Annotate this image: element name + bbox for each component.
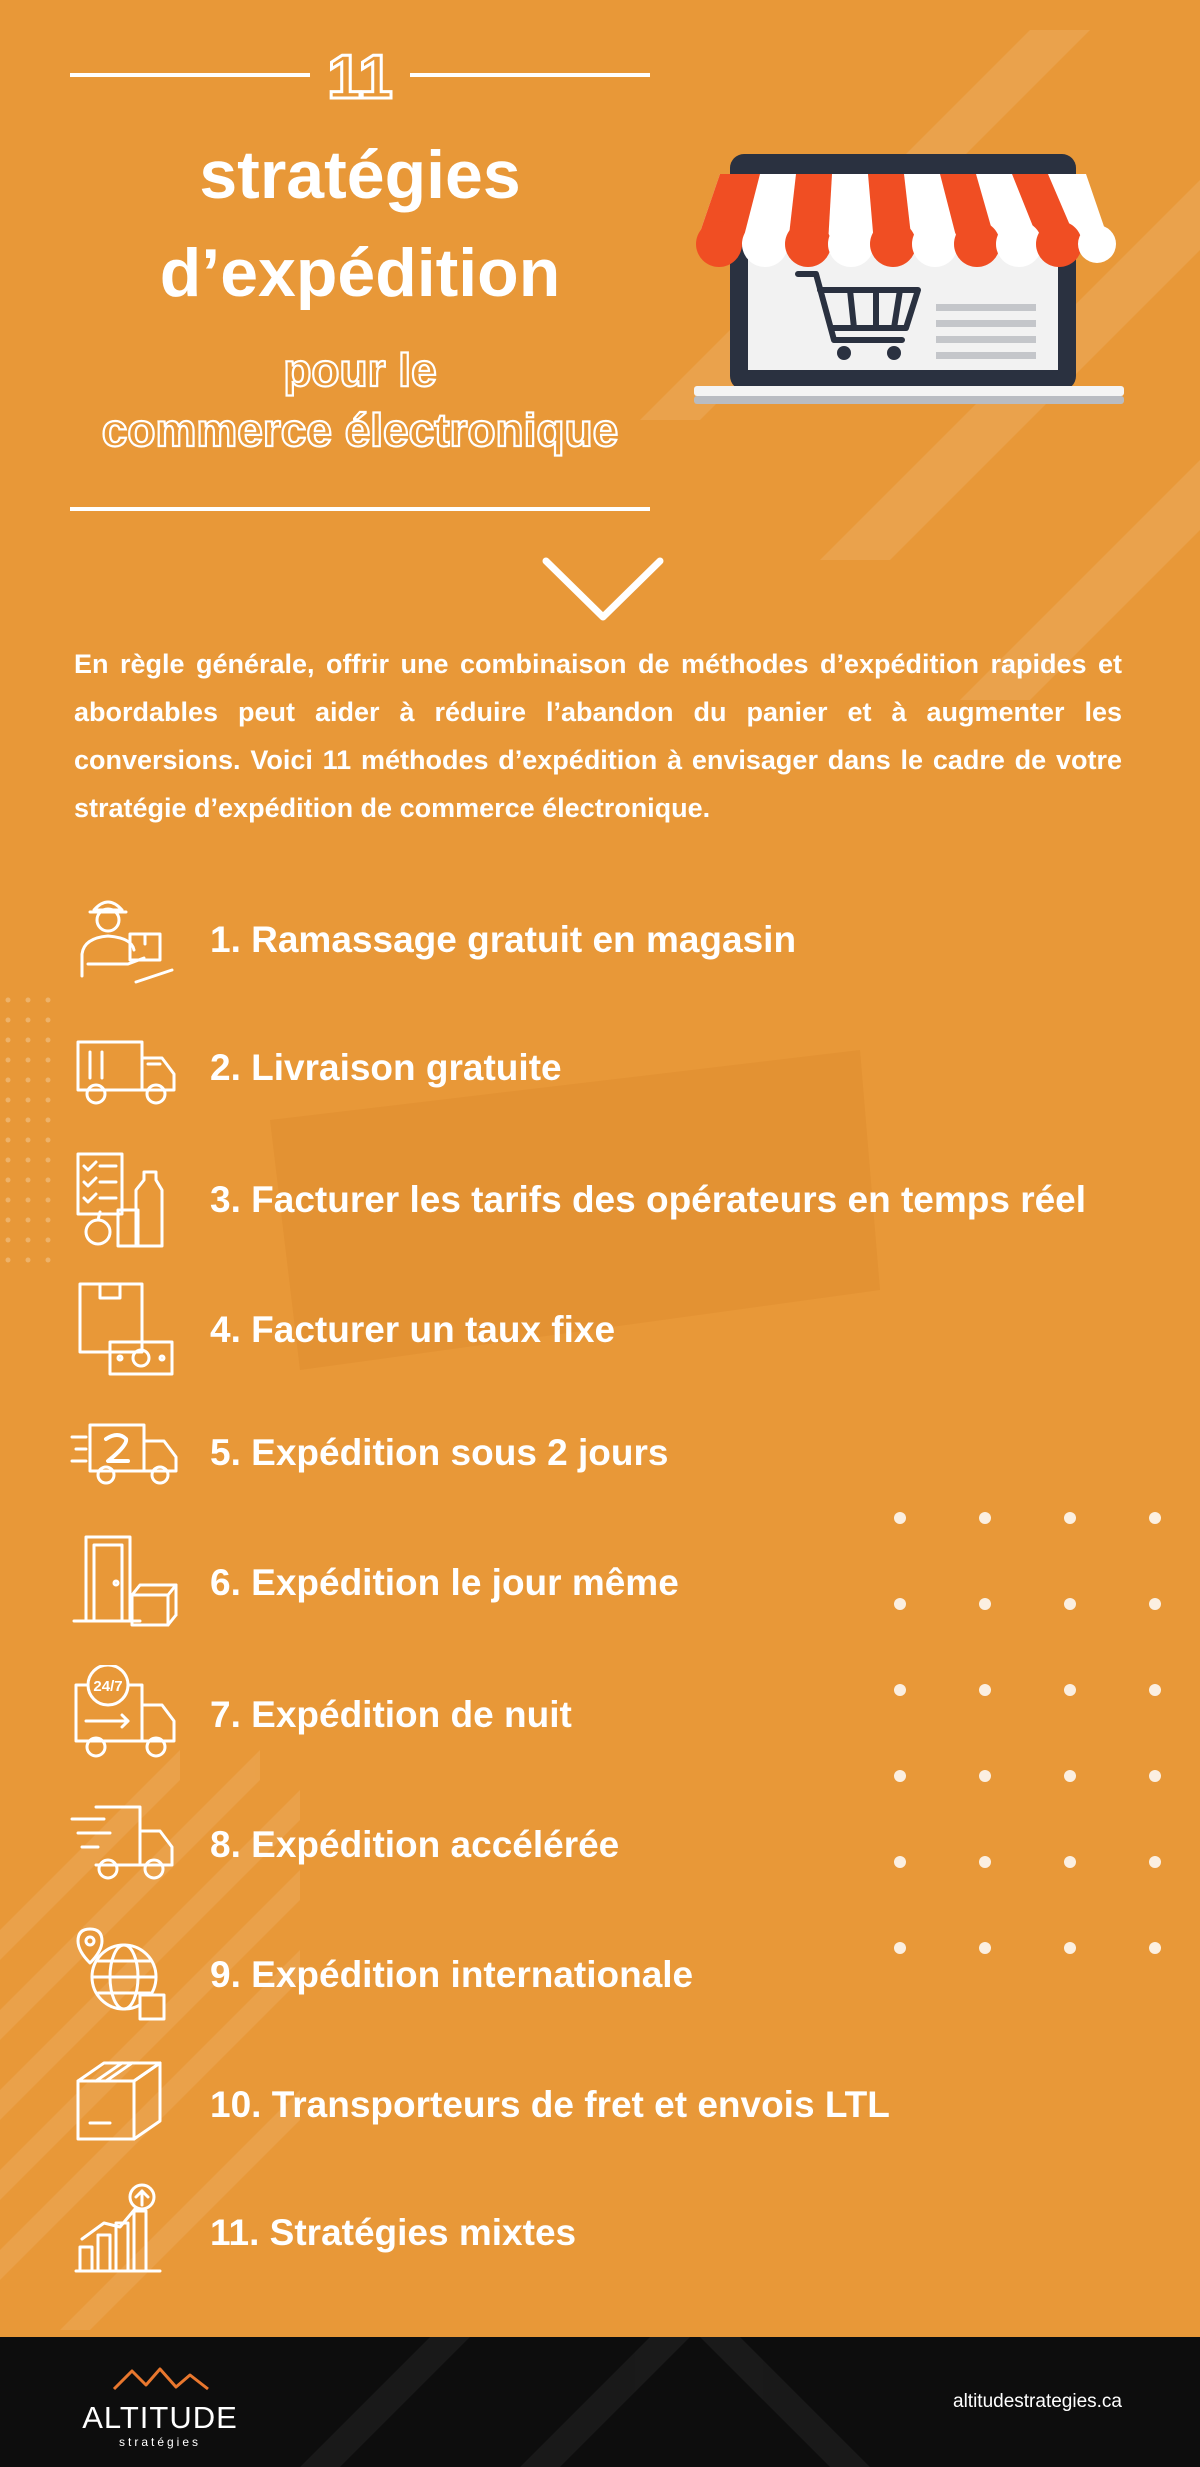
strategy-label: 7. Expédition de nuit — [210, 1694, 572, 1735]
strategy-label: 10. Transporteurs de fret et envois LTL — [210, 2084, 890, 2125]
svg-text:24/7: 24/7 — [93, 1678, 123, 1695]
strategy-item-3 — [0, 1145, 1200, 1255]
strategy-item-1 — [0, 885, 1200, 995]
strategy-label: 9. Expédition internationale — [210, 1954, 694, 1995]
bottom-rule — [70, 507, 650, 511]
globe-location-icon — [70, 1925, 180, 2025]
grocery-checklist-icon — [70, 1150, 180, 1250]
strategy-label: 3. Facturer les tarifs des opérateurs en temps réel — [210, 1179, 1087, 1220]
page-title-line-1: stratégies — [199, 137, 521, 213]
page-title-line-2: d’expédition — [159, 235, 561, 311]
truck-24-7-icon — [70, 1665, 180, 1765]
two-day-truck-icon — [70, 1403, 180, 1503]
footer — [0, 2337, 1200, 2467]
strategy-item-11 — [0, 2178, 1200, 2288]
strategy-label: 11. Stratégies mixtes — [210, 2212, 577, 2253]
altitude-logo[interactable] — [70, 2357, 250, 2452]
strategy-item-4 — [0, 1275, 1200, 1385]
growth-chart-icon — [70, 2183, 180, 2283]
strategy-item-6 — [0, 1528, 1200, 1638]
intro-paragraph: En règle générale, offrir une combinaison de méthodes d’expédition rapides et abordables peut aider à réduire l’abandon du panier et à augmenter les conversions. Voici 11 méthodes d’expédition à envisager dans le cadre de votre stratégie d’expédition de commerce électronique. — [74, 649, 1122, 823]
strategy-count: 11 — [327, 43, 393, 112]
logo-name: ALTITUDE — [82, 2400, 238, 2435]
strategy-label: 8. Expédition accélérée — [210, 1824, 620, 1865]
door-package-icon — [70, 1533, 180, 1633]
strategy-item-8 — [0, 1790, 1200, 1900]
logo-subtitle: stratégies — [118, 2435, 202, 2449]
strategy-item-2 — [0, 1013, 1200, 1123]
fast-truck-icon — [70, 1795, 180, 1895]
online-shop-icon — [690, 150, 1130, 430]
strategy-label: 1. Ramassage gratuit en magasin — [210, 919, 797, 960]
cardboard-box-icon — [70, 2055, 180, 2155]
strategy-item-9 — [0, 1920, 1200, 2030]
delivery-truck-icon — [70, 1018, 180, 1118]
strategy-label: 5. Expédition sous 2 jours — [210, 1432, 669, 1473]
chevron-down-icon — [540, 555, 666, 627]
header — [70, 43, 650, 515]
delivery-person-icon — [70, 890, 180, 990]
box-cash-icon — [70, 1280, 180, 1380]
strategy-item-7 — [0, 1660, 1200, 1770]
strategy-item-5 — [0, 1398, 1200, 1508]
mountains-icon — [70, 2357, 250, 2397]
website-link[interactable]: altitudestrategies.ca — [953, 2391, 1122, 2412]
strategy-item-10 — [0, 2050, 1200, 2160]
strategy-label: 2. Livraison gratuite — [210, 1047, 562, 1088]
strategy-label: 6. Expédition le jour même — [210, 1562, 679, 1603]
page-subtitle-line-1: pour le — [283, 344, 437, 396]
page-subtitle-line-2: commerce électronique — [101, 404, 619, 456]
strategy-label: 4. Facturer un taux fixe — [210, 1309, 616, 1350]
